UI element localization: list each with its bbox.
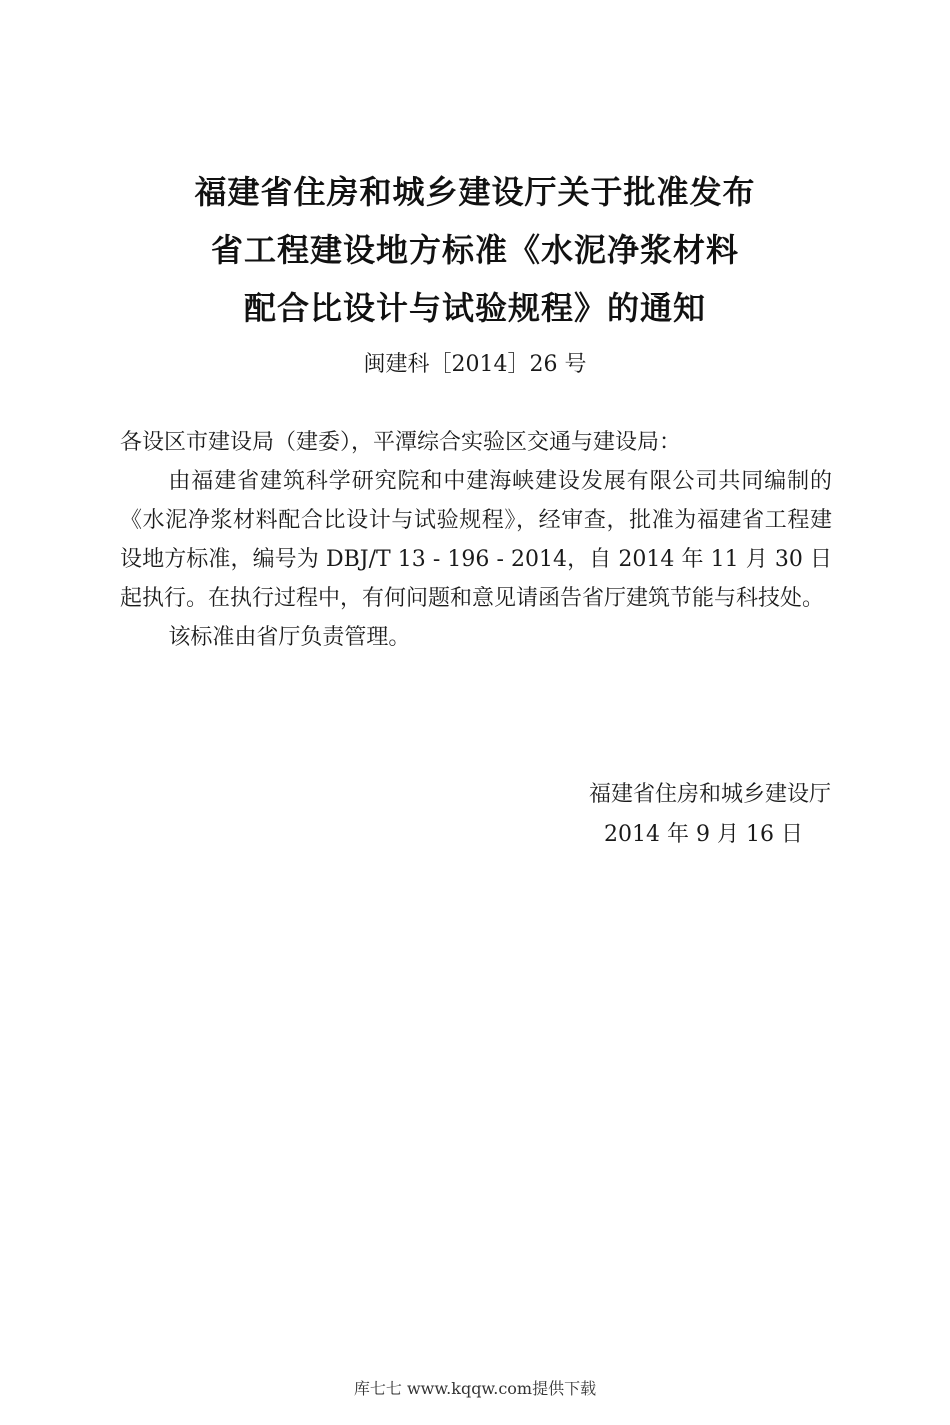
signature-block (589, 775, 831, 855)
title-line-3: 配合比设计与试验规程》的通知 (243, 289, 706, 327)
signature-date: 2014 年 9 月 16 日 (604, 822, 803, 847)
signature-organization: 福建省住房和城乡建设厅 (588, 782, 831, 807)
paragraph-main: 由福建省建筑科学研究院和中建海峡建设发展有限公司共同编制的《水泥净浆材料配合比设计与试验规程》，经审查，批准为福建省工程建设地方标准，编号为 DBJ/T 13 - 196 - 2014，自 2014 年 11 月 30 日起执行。在执行过程中，有何问题和意见请函告省厅建筑节能与科技处。 (120, 469, 832, 611)
addressee: 各设区市建设局（建委），平潭综合实验区交通与建设局： (120, 430, 682, 455)
paragraph-management: 该标准由省厅负责管理。 (168, 625, 411, 650)
download-source-footer: 库七七 www.kqqw.com提供下载 (353, 1379, 597, 1398)
notice-title (0, 163, 950, 337)
title-line-2: 省工程建设地方标准《水泥净浆材料 (210, 231, 739, 269)
title-line-1: 福建省住房和城乡建设厅关于批准发布 (194, 173, 756, 211)
document-number: 闽建科［2014］26 号 (363, 352, 587, 377)
notice-body (120, 423, 832, 657)
